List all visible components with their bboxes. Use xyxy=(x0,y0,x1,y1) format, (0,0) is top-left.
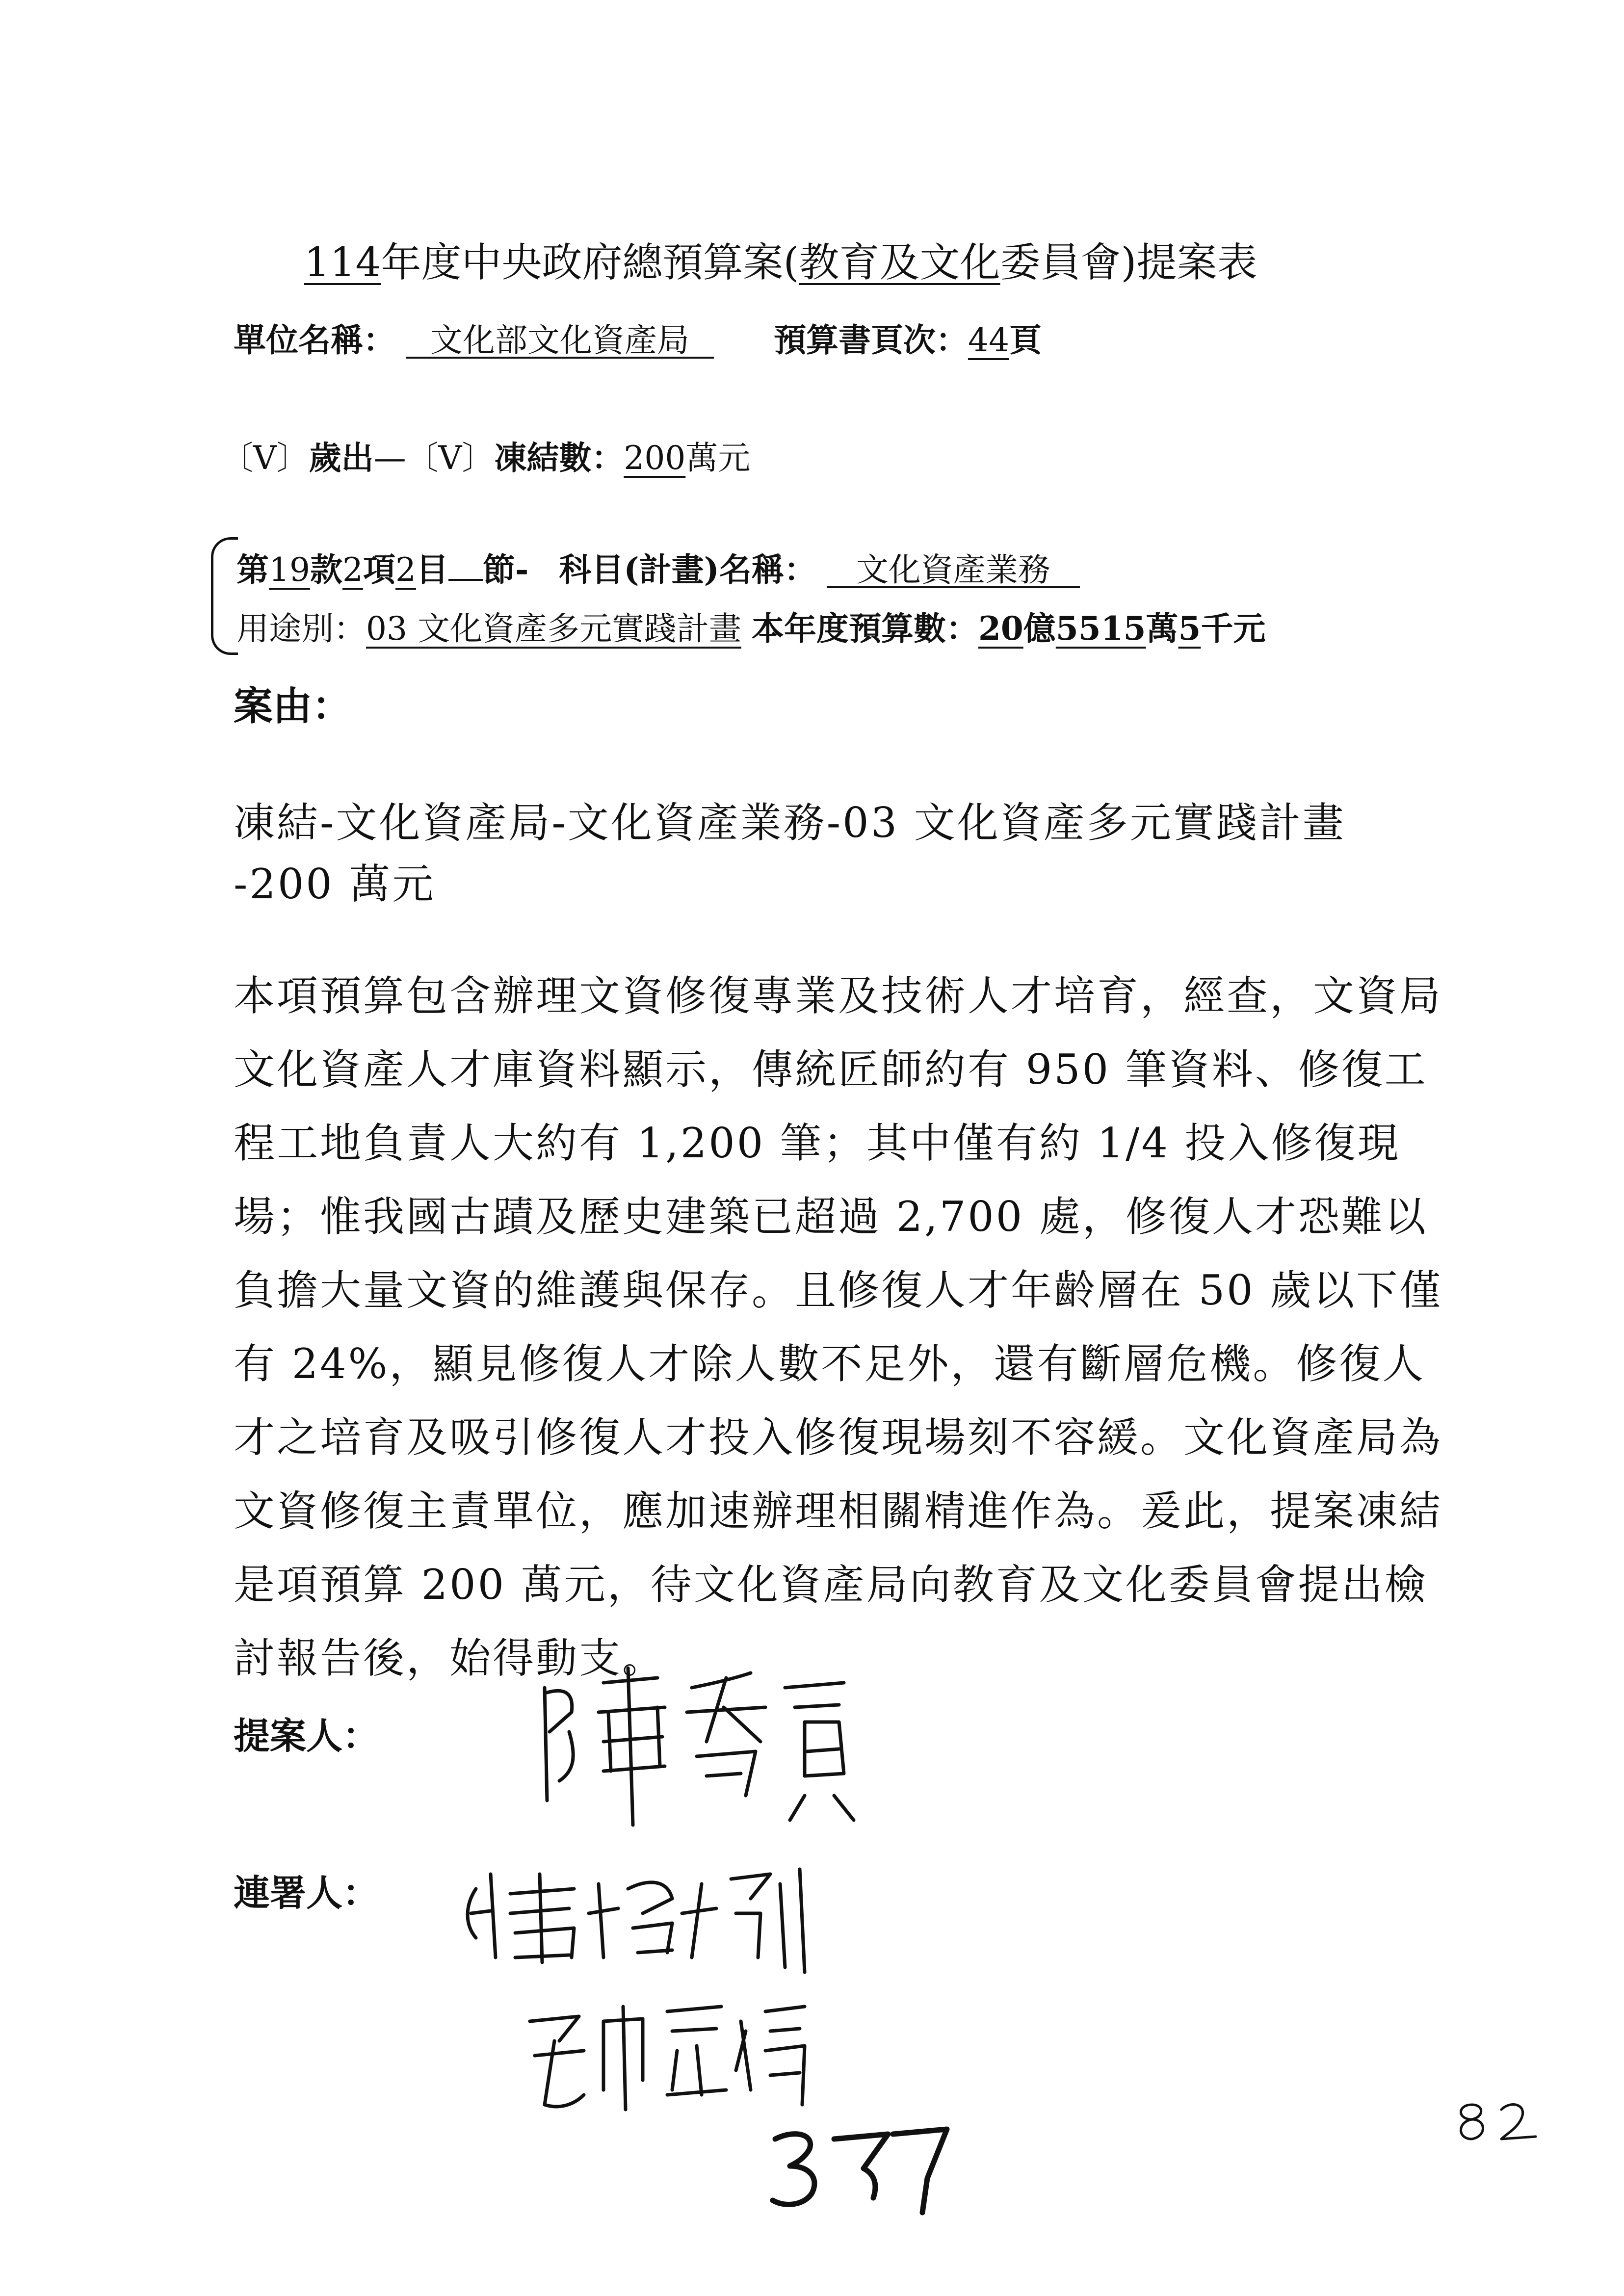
reason-label: 案由： xyxy=(234,683,351,729)
account-row xyxy=(236,544,1080,590)
reason-body: 本項預算包含辦理文資修復專業及技術人才培育，經查，文資局文化資產人才庫資料顯示，傳統匠師約有 950 筆資料、修復工程工地負責人大約有 1,200 筆；其中僅有約 1/4 投入修復現場；惟我國古蹟及歷史建築已超過 2,700 處，修復人才恐難以負擔大量文資的維護與保存。且修復人才年齡層在 50 歲以下僅有 24%，顯見修復人才除人數不足外，還有斷層危機。修復人才之培育及吸引修復人才投入修復現場刻不容緩。文化資產局為文資修復主責單位，應加速辦理相關精進作為。爰此，提案凍結是項預算 200 萬元，待文化資產局向教育及文化委員會提出檢討報告後，始得動支。 xyxy=(234,972,1443,1682)
kuan-unit: 款 xyxy=(310,550,342,589)
proposer-label: 提案人： xyxy=(234,1715,379,1757)
page-ref-value: 44 xyxy=(968,321,1009,359)
expense-checkbox: 〔V〕 xyxy=(221,439,309,477)
freeze-amount: 200 xyxy=(624,439,686,477)
page-ref-label: 預算書頁次： xyxy=(773,321,968,359)
xiang-unit: 項 xyxy=(363,550,395,589)
jie-unit: 節- xyxy=(482,550,529,589)
budget-yi-unit: 億 xyxy=(1023,609,1056,648)
freeze-dash: — xyxy=(373,439,406,477)
subject-label: 科目(計畫)名稱： xyxy=(559,550,816,589)
page-ref-unit: 頁 xyxy=(1009,321,1042,359)
budget-label: 本年度預算數： xyxy=(751,609,978,648)
kuan-value: 19 xyxy=(269,551,310,589)
freeze-amount-unit: 萬元 xyxy=(685,439,751,477)
expense-label: 歲出 xyxy=(309,439,374,477)
freeze-label: 凍結數： xyxy=(494,439,624,477)
jie-blank xyxy=(448,579,483,581)
unit-row xyxy=(234,314,1042,361)
kuan-label: 第 xyxy=(236,550,269,589)
freeze-row xyxy=(221,432,750,478)
usage-row xyxy=(236,602,1265,649)
budget-qian-unit: 千元 xyxy=(1201,609,1266,648)
mu-unit: 目 xyxy=(416,550,448,589)
subject-value: 文化資產業務 xyxy=(827,554,1080,588)
mu-value: 2 xyxy=(395,551,416,589)
reason-summary-line2: -200 萬元 xyxy=(234,860,436,908)
unit-label: 單位名稱： xyxy=(234,321,395,359)
freeze-checkbox: 〔V〕 xyxy=(406,439,495,477)
budget-qian: 5 xyxy=(1178,609,1201,648)
title-part1: 年度中央政府總預算案( xyxy=(381,239,799,286)
reason-summary-line1: 凍結-文化資產局-文化資產業務-03 文化資產多元實踐計畫 xyxy=(234,799,1346,847)
title-part2: 委員會)提案表 xyxy=(1000,239,1257,286)
budget-wan-unit: 萬 xyxy=(1146,609,1179,648)
usage-label: 用途別： xyxy=(236,610,366,648)
budget-wan: 5515 xyxy=(1055,609,1146,648)
title-year: 114 xyxy=(304,239,381,286)
budget-yi: 20 xyxy=(978,609,1023,648)
unit-value: 文化部文化資產局 xyxy=(406,324,714,359)
title-committee: 教育及文化 xyxy=(799,239,1000,286)
xiang-value: 2 xyxy=(342,551,363,589)
usage-value: 03 文化資產多元實踐計畫 xyxy=(366,610,741,648)
cosigner-label: 連署人： xyxy=(234,1872,379,1914)
account-bracket xyxy=(211,537,238,655)
document-title xyxy=(304,231,1257,288)
